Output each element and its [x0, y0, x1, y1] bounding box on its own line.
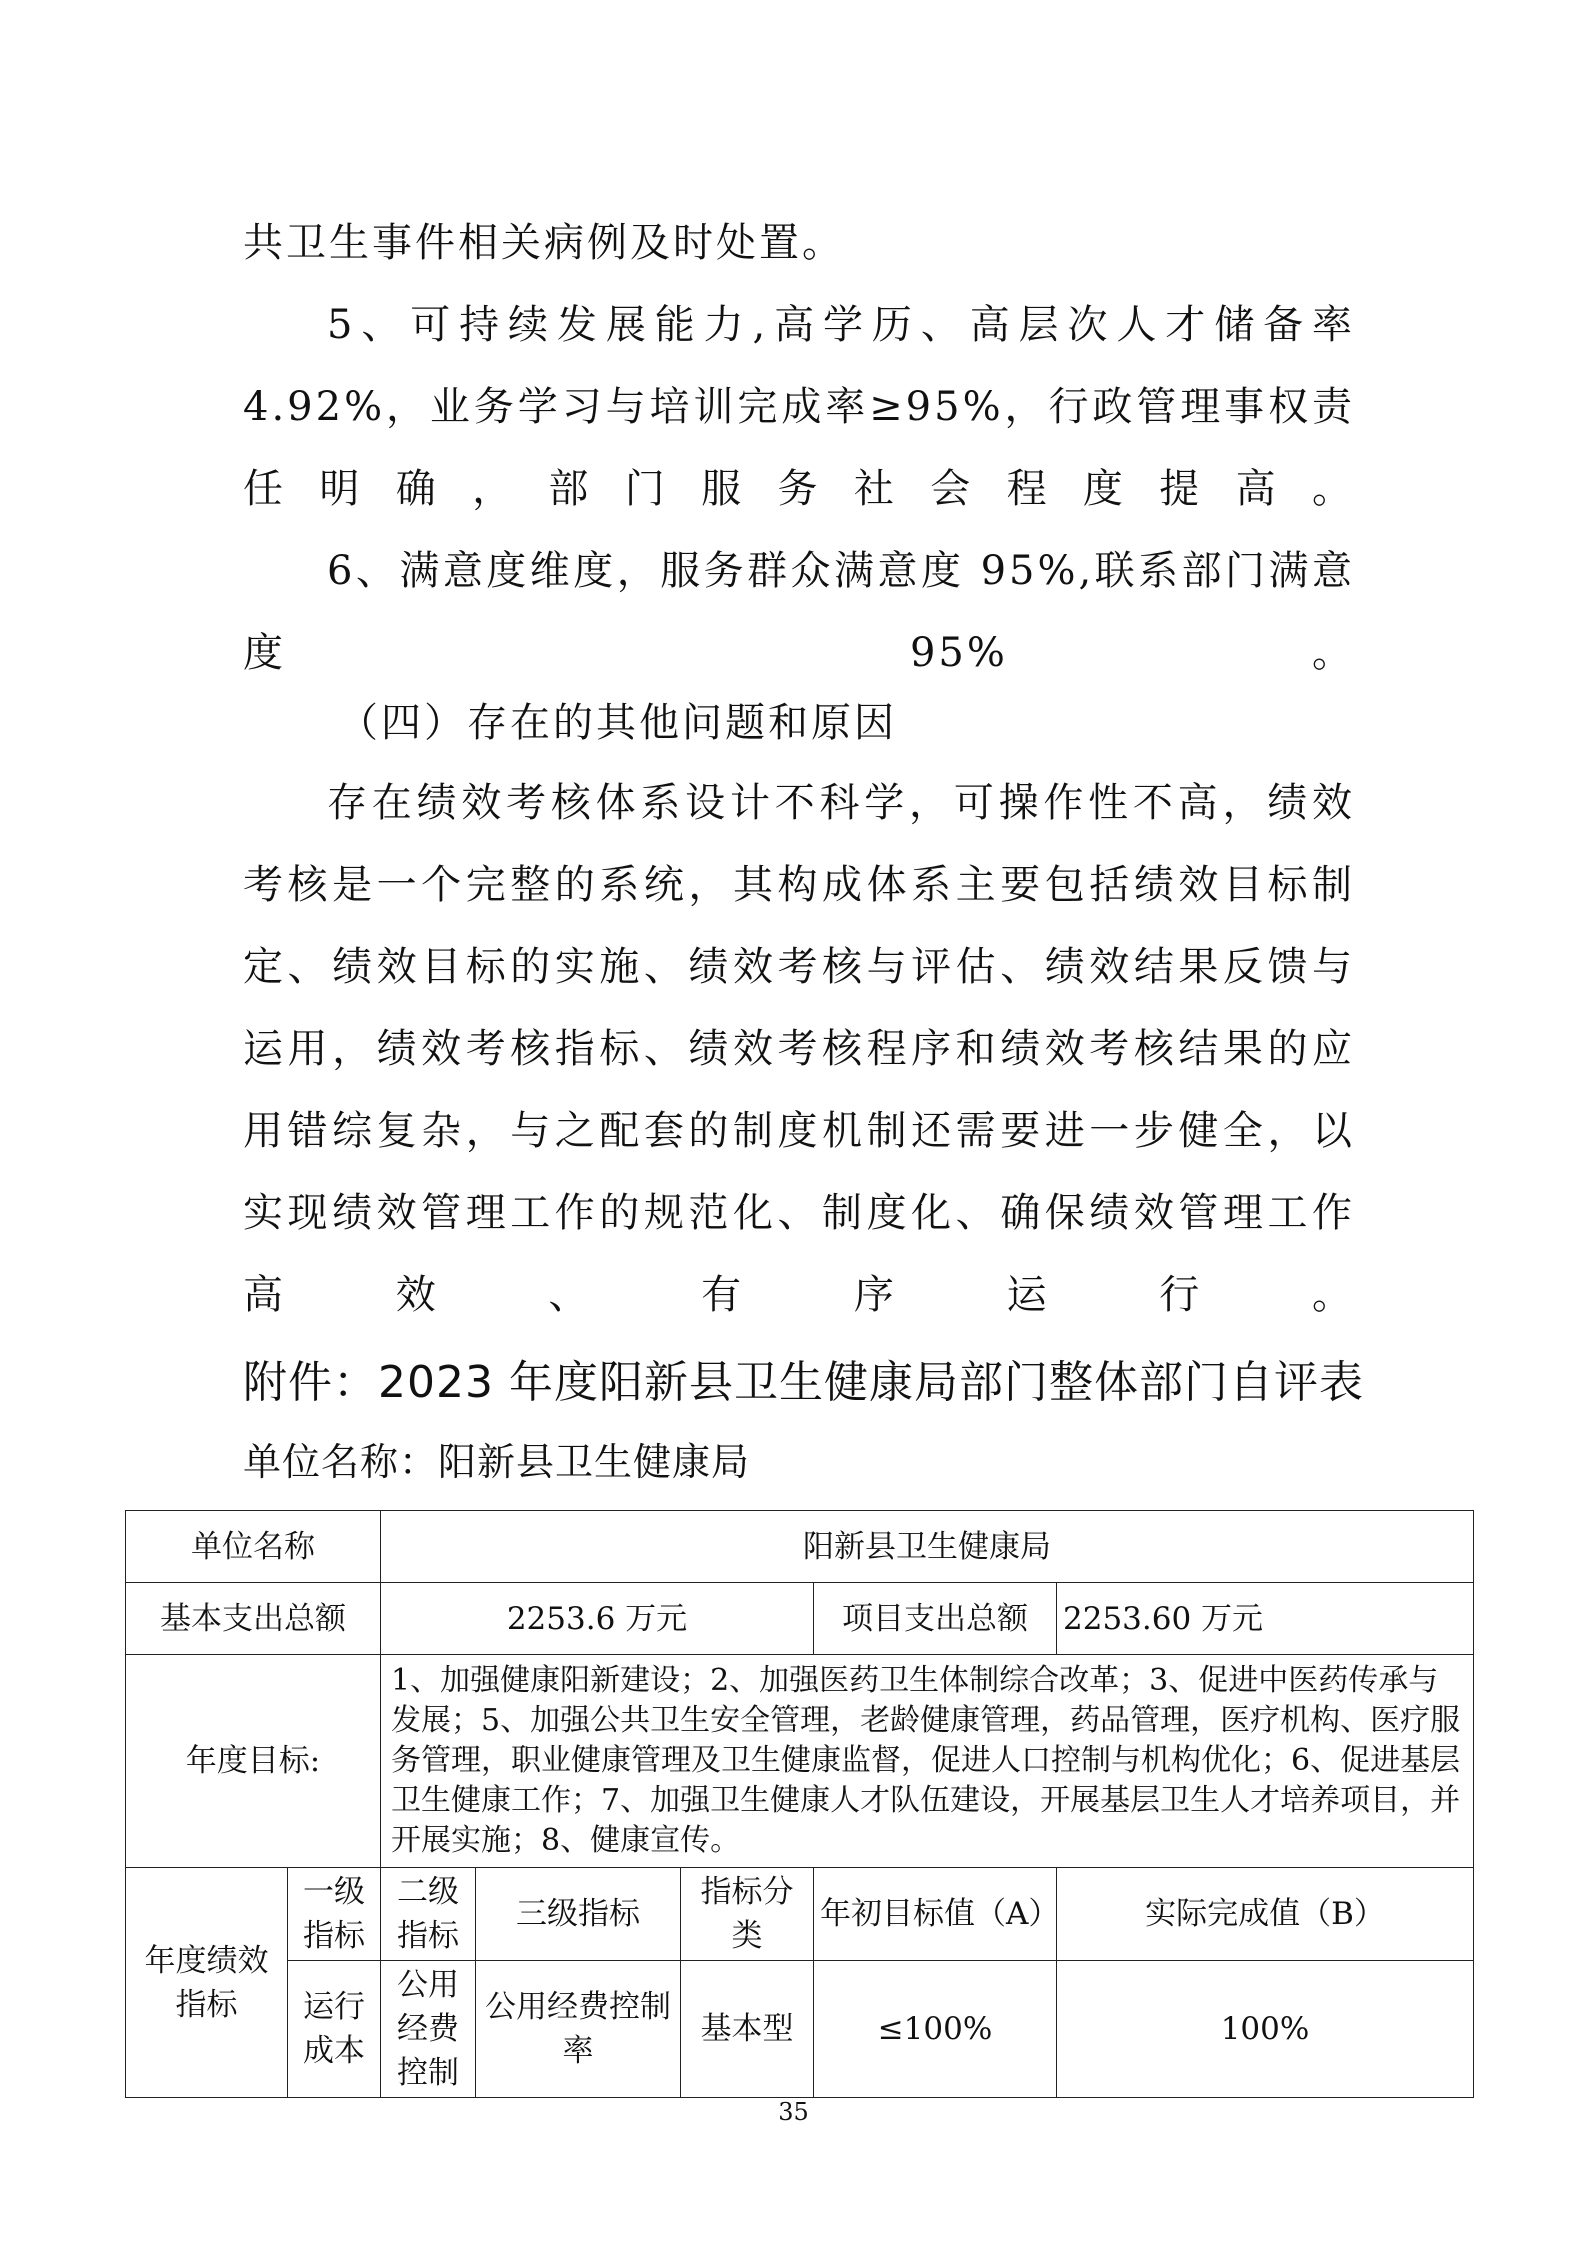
unit-name-value: 阳新县卫生健康局: [381, 1511, 1474, 1583]
page-number: 35: [778, 2098, 809, 2126]
paragraph-6: 6、满意度维度，服务群众满意度 95%,联系部门满意度 95%。: [243, 548, 1355, 676]
project-expense-label: 项目支出总额: [814, 1583, 1057, 1655]
annual-goal-text: 1、加强健康阳新建设；2、加强医药卫生体制综合改革；3、促进中医药传承与发展；5、加强公共卫生安全管理，老龄健康管理，药品管理，医疗机构、医疗服务管理，职业健康管理及卫生健康监督，促进人口控制与机构优化；6、促进基层卫生健康工作；7、加强卫生健康人才队伍建设，开展基层卫生人才培养项目，并开展实施；8、健康宣传。: [381, 1655, 1474, 1868]
performance-indicators-label: 年度绩效指标: [126, 1868, 288, 2098]
basic-expense-label: 基本支出总额: [126, 1583, 381, 1655]
paragraph-problems: 存在绩效考核体系设计不科学，可操作性不高，绩效考核是一个完整的系统，其构成体系主要包括绩效目标制定、绩效目标的实施、绩效考核与评估、绩效结果反馈与运用，绩效考核指标、绩效考核程序和绩效考核结果的应用错综复杂，与之配套的制度机制还需要进一步健全，以实现绩效管理工作的规范化、制度化、确保绩效管理工作高效、有序运行。: [243, 780, 1355, 1318]
header-target: 年初目标值（A）: [814, 1868, 1057, 1961]
section-heading: （四）存在的其他问题和原因: [338, 700, 897, 746]
row-category: 基本型: [681, 1961, 814, 2098]
row-level3: 公用经费控制率: [476, 1961, 681, 2098]
annual-goal-label: 年度目标:: [126, 1655, 381, 1868]
unit-name-label: 单位名称: [126, 1511, 381, 1583]
header-level1: 一级指标: [288, 1868, 381, 1961]
row-level1: 运行成本: [288, 1961, 381, 2098]
paragraph-5: 5、可持续发展能力,高学历、高层次人才储备率 4.92%，业务学习与培训完成率≥95%，行政管理事权责任明确，部门服务社会程度提高。: [243, 302, 1355, 512]
self-evaluation-table: [125, 1510, 1474, 2098]
header-actual: 实际完成值（B）: [1057, 1868, 1474, 1961]
header-level2: 二级指标: [381, 1868, 476, 1961]
paragraph-continuation: 共卫生事件相关病例及时处置。: [243, 220, 845, 266]
header-category: 指标分类: [681, 1868, 814, 1961]
header-level3: 三级指标: [476, 1868, 681, 1961]
row-level2: 公用经费控制: [381, 1961, 476, 2098]
row-target: ≤100%: [814, 1961, 1057, 2098]
project-expense-value: 2253.60 万元: [1057, 1583, 1474, 1655]
row-actual: 100%: [1057, 1961, 1474, 2098]
attachment-title: 附件：2023 年度阳新县卫生健康局部门整体部门自评表: [243, 1357, 1364, 1408]
unit-name-line: 单位名称：阳新县卫生健康局: [243, 1440, 751, 1484]
basic-expense-value: 2253.6 万元: [381, 1583, 814, 1655]
